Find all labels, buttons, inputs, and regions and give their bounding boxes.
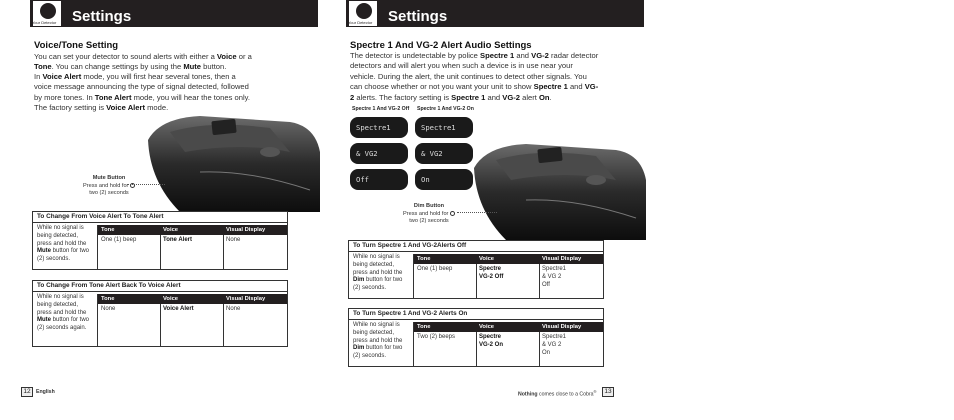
lcd-on-screen-1: Spectre1	[415, 117, 473, 138]
header-voice: Voice	[163, 296, 179, 302]
cell-display-line3: Off	[542, 282, 550, 288]
logo-subtitle: Your Detector	[32, 20, 57, 25]
cell-tone: None	[101, 306, 116, 312]
cell-voice: Tone Alert	[163, 237, 193, 243]
lcd-caption-on: Spectre 1 And VG-2 On	[417, 106, 474, 112]
table-title: To Turn Spectre 1 And VG-2Alerts Off	[349, 241, 603, 252]
header-tone: Tone	[101, 296, 115, 302]
header-voice: Voice	[163, 227, 179, 233]
header-tone: Tone	[101, 227, 115, 233]
callout-leader-line	[127, 184, 165, 185]
cell-voice-line1: Spectre	[479, 266, 502, 272]
cell-display-line1: Spectre1	[542, 334, 567, 340]
dim-button-callout: Dim Button Press and hold for two (2) seconds	[394, 203, 464, 225]
intro-paragraph: You can set your detector to sound alerts with either a Voice or a Tone. You can change settings by using the Mute button.	[34, 52, 252, 72]
cell-display: None	[226, 237, 241, 243]
cell-voice: Voice Alert	[163, 306, 194, 312]
cobra-logo	[32, 0, 62, 27]
voice-to-tone-table	[32, 211, 288, 270]
cell-voice-line2: VG-2 Off	[479, 274, 504, 280]
page-number: 12	[21, 387, 33, 397]
spectre-paragraph: The detector is undetectable by police Spectre 1 and VG-2 radar detector detectors and will alert you when such a device is in use near your vehicle. During the alert, the unit continues to detect other signals. You can choose whether or not you want your unit to show Spectre 1 and VG-2 alerts. The factory setting is Spectre 1 and VG-2 alert On.	[350, 51, 599, 102]
left-header	[30, 0, 318, 27]
header-visual-display: Visual Display	[226, 296, 266, 302]
lcd-off-screen-3: Off	[350, 169, 408, 190]
footer-language: English	[36, 389, 55, 395]
right-header	[346, 0, 644, 27]
cell-voice-line1: Spectre	[479, 334, 502, 340]
header-tone: Tone	[417, 324, 431, 330]
left-page	[0, 0, 320, 420]
table-title: To Change From Voice Alert To Tone Alert	[33, 212, 287, 223]
spectre-on-table	[348, 308, 604, 367]
radar-detector-image	[140, 112, 320, 212]
cell-display: None	[226, 306, 241, 312]
logo-subtitle: Your Detector	[348, 20, 373, 25]
footer-tagline: Nothing comes close to a Cobra®	[518, 389, 597, 398]
header-visual-display: Visual Display	[542, 324, 582, 330]
lcd-caption-off: Spectre 1 And VG-2 Off	[352, 106, 410, 112]
right-page	[346, 0, 646, 420]
table-title: To Turn Spectre 1 And VG-2 Alerts On	[349, 309, 603, 320]
section-heading: Spectre 1 And VG-2 Alert Audio Settings	[350, 40, 532, 51]
cobra-logo	[348, 0, 378, 27]
lcd-off-screen-2: & VG2	[350, 143, 408, 164]
cell-tone: One (1) beep	[101, 237, 137, 243]
mute-button-callout: Mute Button Press and hold for two (2) seconds	[74, 175, 144, 197]
radar-detector-image	[466, 138, 646, 240]
callout-leader-line	[457, 212, 497, 213]
header-visual-display: Visual Display	[226, 227, 266, 233]
spectre-off-table	[348, 240, 604, 299]
cell-display-line1: Spectre1	[542, 266, 567, 272]
lcd-on-screen-2: & VG2	[415, 143, 473, 164]
section-heading: Voice/Tone Setting	[34, 40, 119, 51]
cell-voice-line2: VG-2 On	[479, 342, 504, 348]
cell-tone: Two (2) beeps	[417, 334, 456, 340]
table-condition: While no signal is being detected, press and hold the Mute button for two (2) seconds again.	[37, 294, 90, 332]
cell-tone: One (1) beep	[417, 266, 453, 272]
header-voice: Voice	[479, 324, 495, 330]
lcd-on-screen-3: On	[415, 169, 473, 190]
header-voice: Voice	[479, 256, 495, 262]
page-number: 13	[602, 387, 614, 397]
cell-display-line3: On	[542, 350, 551, 356]
page-title: Settings	[388, 8, 448, 25]
table-condition: While no signal is being detected, press and hold the Mute button for two (2) seconds.	[37, 225, 90, 263]
table-condition: While no signal is being detected, press and hold the Dim button for two (2) seconds.	[353, 254, 403, 292]
page-title: Settings	[72, 8, 132, 25]
mode-paragraph: In Voice Alert mode, you will first hear several tones, then a voice message announcing the type of signal detected, followed by more tones. In Tone Alert mode, you will hear the tones only. The factory setting is Voice Alert mode.	[34, 72, 250, 113]
cell-display-line2: & VG 2	[542, 274, 562, 280]
header-tone: Tone	[417, 256, 431, 262]
lcd-off-screen-1: Spectre1	[350, 117, 408, 138]
tone-to-voice-table	[32, 280, 288, 347]
table-condition: While no signal is being detected, press and hold the Dim button for two (2) seconds.	[353, 322, 403, 360]
cell-display-line2: & VG 2	[542, 342, 562, 348]
header-visual-display: Visual Display	[542, 256, 582, 262]
table-title: To Change From Tone Alert Back To Voice Alert	[33, 281, 287, 292]
